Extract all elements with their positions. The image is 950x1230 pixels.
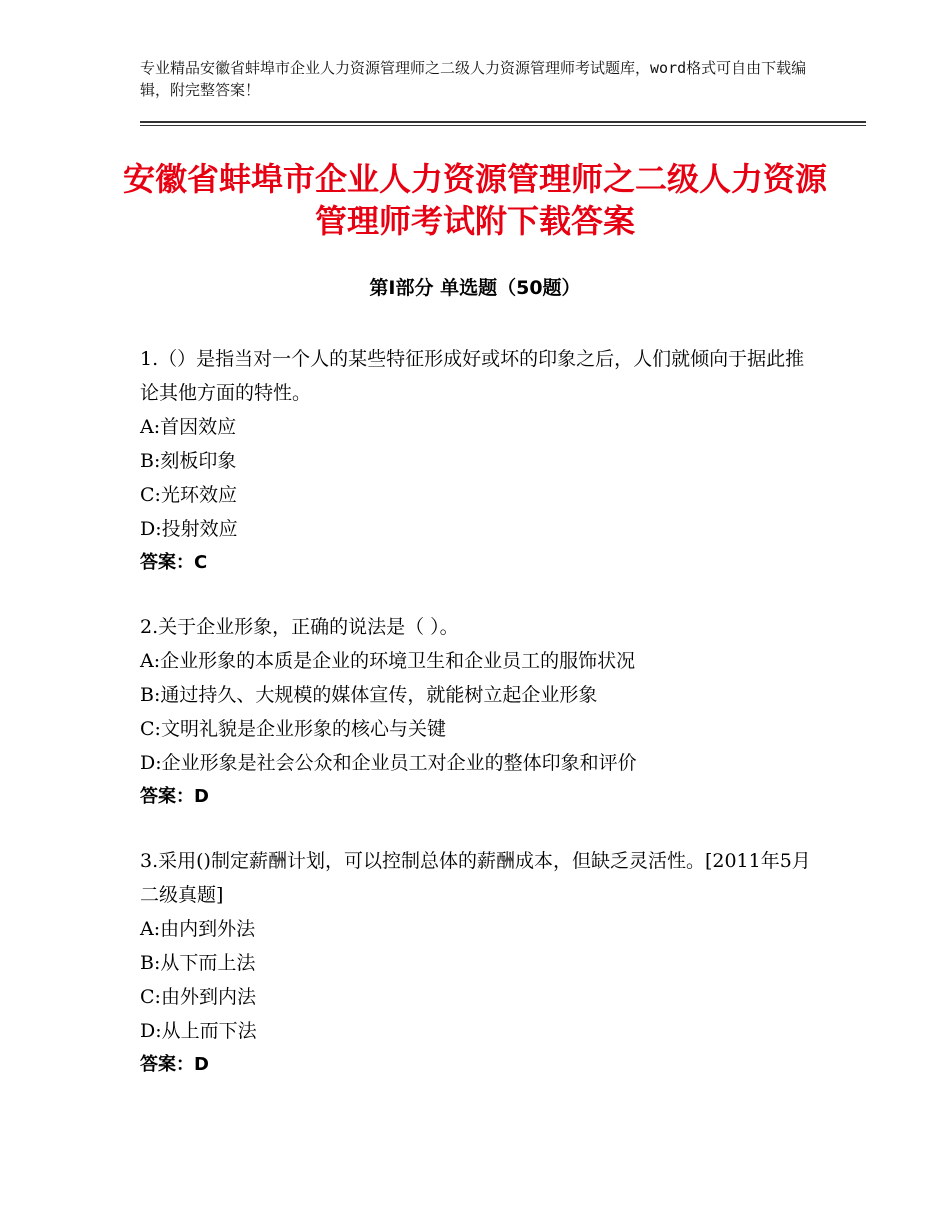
- question-stem: 1.（）是指当对一个人的某些特征形成好或坏的印象之后，人们就倾向于据此推论其他方面的特性。: [140, 348, 805, 404]
- answer: 答案：C: [140, 552, 208, 573]
- question-1: [140, 342, 820, 580]
- question-list: [140, 342, 820, 1112]
- question-stem: 3.采用()制定薪酬计划，可以控制总体的薪酬成本，但缺乏灵活性。[2011年5月二级真题]: [140, 850, 811, 906]
- option-a: A:由内到外法: [140, 918, 256, 940]
- question-2: [140, 610, 820, 814]
- header-divider-thin: [140, 125, 866, 126]
- option-c: C:文明礼貌是企业形象的核心与关键: [140, 718, 446, 740]
- option-b: B:通过持久、大规模的媒体宣传，就能树立起企业形象: [140, 684, 598, 706]
- document-title: 安徽省蚌埠市企业人力资源管理师之二级人力资源管理师考试附下载答案: [122, 160, 827, 240]
- question-3: [140, 844, 820, 1082]
- header-note: 专业精品安徽省蚌埠市企业人力资源管理师之二级人力资源管理师考试题库，word格式可自由下载编辑，附完整答案！: [140, 59, 807, 99]
- option-d: D:企业形象是社会公众和企业员工对企业的整体印象和评价: [140, 752, 637, 774]
- option-c: C:由外到内法: [140, 986, 256, 1008]
- option-b: B:从下而上法: [140, 952, 256, 974]
- option-d: D:从上而下法: [140, 1020, 257, 1042]
- option-a: A:首因效应: [140, 416, 237, 438]
- option-b: B:刻板印象: [140, 450, 237, 472]
- option-d: D:投射效应: [140, 518, 238, 540]
- answer: 答案：D: [140, 1054, 209, 1075]
- question-stem: 2.关于企业形象，正确的说法是（ ）。: [140, 616, 459, 638]
- section-heading: 第Ⅰ部分 单选题（50题）: [369, 277, 581, 299]
- header-divider-thick: [140, 121, 866, 123]
- answer: 答案：D: [140, 786, 209, 807]
- option-a: A:企业形象的本质是企业的环境卫生和企业员工的服饰状况: [140, 650, 636, 672]
- option-c: C:光环效应: [140, 484, 237, 506]
